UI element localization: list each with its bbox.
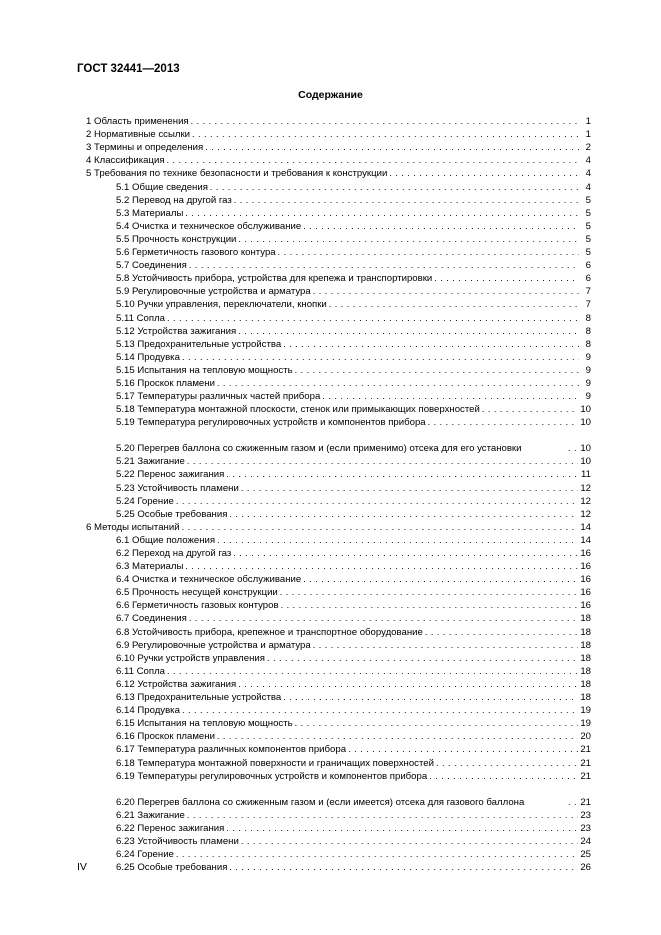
toc-entry-label: 5.1 Общие сведения bbox=[116, 181, 208, 193]
toc-entry-page: 14 bbox=[580, 534, 591, 546]
dot-leader bbox=[425, 627, 579, 637]
toc-entry[interactable] bbox=[86, 835, 591, 848]
toc-entry-label: 5.18 Температура монтажной плоскости, стенок или примыкающих поверхностей bbox=[116, 404, 480, 416]
toc-entry[interactable] bbox=[86, 534, 591, 547]
toc-entry[interactable] bbox=[86, 272, 591, 285]
toc-entry-page: 10 bbox=[580, 404, 591, 416]
dot-leader bbox=[167, 666, 578, 676]
dot-leader bbox=[167, 313, 579, 323]
dot-leader bbox=[189, 613, 578, 623]
dot-leader bbox=[238, 234, 579, 244]
toc-entry-label: 5.9 Регулировочные устройства и арматура bbox=[116, 286, 311, 298]
toc-entry-page: 14 bbox=[580, 521, 591, 533]
dot-leader bbox=[389, 168, 579, 178]
dot-leader bbox=[313, 640, 579, 650]
toc-entry[interactable] bbox=[86, 573, 591, 586]
toc-entry[interactable] bbox=[86, 325, 591, 338]
dot-leader bbox=[226, 469, 579, 479]
dot-leader bbox=[482, 404, 579, 414]
toc-entry[interactable] bbox=[86, 233, 591, 246]
dot-leader bbox=[283, 692, 578, 702]
toc-entry[interactable] bbox=[86, 665, 591, 678]
toc-entry[interactable] bbox=[86, 416, 591, 429]
toc-entry-label: 5.4 Очистка и техническое обслуживание bbox=[116, 220, 302, 232]
dot-leader bbox=[241, 836, 579, 846]
dot-leader bbox=[187, 810, 578, 820]
toc-entry[interactable] bbox=[86, 285, 591, 298]
toc-entry-page: 8 bbox=[585, 325, 591, 337]
toc-entry[interactable] bbox=[86, 429, 591, 455]
toc-entry-page: 21 bbox=[580, 770, 591, 782]
dot-leader bbox=[238, 326, 579, 336]
toc-entry-page: 9 bbox=[585, 391, 591, 403]
toc-entry[interactable] bbox=[86, 730, 591, 743]
toc-entry-label: 5.23 Устойчивость пламени bbox=[116, 482, 239, 494]
toc-entry-page: 11 bbox=[581, 469, 591, 481]
toc-entry[interactable] bbox=[86, 822, 591, 835]
toc-entry-page: 23 bbox=[580, 809, 591, 821]
toc-entry-page: 18 bbox=[580, 652, 591, 664]
toc-entry[interactable] bbox=[86, 495, 591, 508]
toc-entry-label: 6.23 Устойчивость пламени bbox=[116, 835, 239, 847]
toc-entry-label: 5.10 Ручки управления, переключатели, кнопки bbox=[116, 299, 327, 311]
dot-leader bbox=[229, 509, 578, 519]
toc-entry-page: 1 bbox=[585, 116, 591, 128]
toc-entry[interactable] bbox=[86, 298, 591, 311]
toc-entry[interactable] bbox=[86, 167, 591, 180]
toc-entry-page: 10 bbox=[580, 417, 591, 429]
dot-leader bbox=[182, 352, 579, 362]
dot-leader bbox=[568, 797, 578, 807]
toc-entry-page: 8 bbox=[585, 312, 591, 324]
toc-entry-label: 6.25 Особые требования bbox=[116, 862, 228, 874]
dot-leader bbox=[233, 548, 578, 558]
dot-leader bbox=[217, 535, 578, 545]
dot-leader bbox=[295, 718, 579, 728]
toc-entry-page: 18 bbox=[580, 639, 591, 651]
toc-entry[interactable] bbox=[86, 154, 591, 167]
toc-entry-page: 2 bbox=[585, 142, 591, 154]
toc-entry[interactable] bbox=[86, 311, 591, 324]
toc-entry-label: 5.19 Температура регулировочных устройств и компонентов прибора bbox=[116, 417, 426, 429]
toc-entry[interactable] bbox=[86, 220, 591, 233]
toc-entry-label: 5.17 Температуры различных частей прибора bbox=[116, 391, 321, 403]
toc-entry-label: 5.7 Соединения bbox=[116, 260, 187, 272]
toc-entry-page: 6 bbox=[585, 260, 591, 272]
toc-entry-label: 6.2 Переход на другой газ bbox=[116, 548, 232, 559]
toc-entry-label: 6.10 Ручки устройств управления bbox=[116, 652, 265, 664]
dot-leader bbox=[185, 561, 578, 571]
dot-leader bbox=[205, 142, 579, 152]
toc-entry[interactable] bbox=[86, 652, 591, 665]
dot-leader bbox=[303, 574, 578, 584]
toc-entry[interactable] bbox=[86, 403, 591, 416]
dot-leader bbox=[217, 378, 579, 388]
toc-entry-page: 8 bbox=[585, 338, 591, 350]
toc-entry-page: 16 bbox=[580, 548, 591, 559]
dot-leader bbox=[185, 208, 579, 218]
toc-entry-label: 6.5 Прочность несущей конструкции bbox=[116, 587, 278, 599]
table-of-contents bbox=[86, 115, 591, 874]
dot-leader bbox=[568, 443, 578, 453]
toc-entry[interactable] bbox=[86, 691, 591, 704]
toc-entry-label: 6 Методы испытаний bbox=[86, 521, 180, 533]
toc-entry-page: 5 bbox=[585, 247, 591, 259]
toc-entry-page: 5 bbox=[585, 220, 591, 232]
dot-leader bbox=[167, 155, 579, 165]
dot-leader bbox=[303, 221, 579, 231]
dot-leader bbox=[226, 823, 578, 833]
dot-leader bbox=[313, 286, 579, 296]
toc-entry[interactable] bbox=[86, 560, 591, 573]
toc-entry[interactable] bbox=[86, 115, 591, 128]
toc-entry-page: 16 bbox=[580, 587, 591, 599]
dot-leader bbox=[241, 483, 579, 493]
dot-leader bbox=[234, 195, 579, 205]
toc-entry-label: 6.4 Очистка и техническое обслуживание bbox=[116, 574, 302, 586]
dot-leader bbox=[238, 679, 578, 689]
toc-entry-label: 5 Требования по технике безопасности и требования к конструкции bbox=[86, 168, 388, 180]
page-title: Содержание bbox=[298, 89, 363, 101]
dot-leader bbox=[429, 771, 578, 781]
toc-entry[interactable] bbox=[86, 128, 591, 141]
toc-entry[interactable] bbox=[86, 364, 591, 377]
toc-entry-label: 6.3 Материалы bbox=[116, 561, 184, 573]
toc-entry-page: 18 bbox=[580, 692, 591, 704]
toc-entry-page: 6 bbox=[585, 273, 591, 285]
toc-entry-label: 5.15 Испытания на тепловую мощность bbox=[116, 364, 293, 376]
document-code-header: ГОСТ 32441—2013 bbox=[77, 63, 180, 75]
toc-entry-page: 21 bbox=[580, 796, 591, 808]
toc-entry-page: 25 bbox=[580, 848, 591, 860]
toc-entry[interactable] bbox=[86, 547, 591, 560]
toc-entry-page: 5 bbox=[585, 194, 591, 206]
toc-entry-page: 10 bbox=[580, 443, 591, 455]
toc-entry[interactable] bbox=[86, 141, 591, 154]
toc-entry-label: 5.22 Перенос зажигания bbox=[116, 469, 225, 481]
toc-entry-label: 6.20 Перегрев баллона со сжиженным газом и (если имеется) отсека для газового баллона bbox=[116, 796, 525, 808]
toc-entry-label: 6.7 Соединения bbox=[116, 613, 187, 625]
dot-leader bbox=[210, 182, 579, 192]
toc-entry-page: 12 bbox=[580, 508, 591, 520]
dot-leader bbox=[329, 299, 579, 309]
toc-entry[interactable] bbox=[86, 180, 591, 193]
toc-entry[interactable] bbox=[86, 390, 591, 403]
toc-entry-label: 6.8 Устойчивость прибора, крепежное и транспортное оборудование bbox=[116, 626, 423, 638]
toc-entry-label: 5.16 Проскок пламени bbox=[116, 377, 215, 389]
dot-leader bbox=[278, 247, 579, 257]
toc-entry-label: 5.5 Прочность конструкции bbox=[116, 233, 237, 245]
dot-leader bbox=[182, 522, 579, 532]
dot-leader bbox=[191, 116, 579, 126]
toc-entry-page: 4 bbox=[585, 155, 591, 167]
dot-leader bbox=[280, 587, 579, 597]
dot-leader bbox=[436, 758, 578, 768]
toc-entry[interactable] bbox=[86, 508, 591, 521]
toc-entry[interactable] bbox=[86, 783, 591, 809]
toc-entry-page: 20 bbox=[580, 731, 591, 743]
toc-entry-page: 19 bbox=[580, 705, 591, 717]
toc-entry[interactable] bbox=[86, 625, 591, 638]
toc-entry-page: 18 bbox=[580, 665, 591, 677]
toc-entry-label: 6.13 Предохранительные устройства bbox=[116, 692, 282, 704]
toc-entry-label: 6.6 Герметичность газовых контуров bbox=[116, 600, 279, 612]
toc-entry-label: 6.16 Проскок пламени bbox=[116, 731, 215, 743]
toc-entry-label: 6.19 Температуры регулировочных устройств и компонентов прибора bbox=[116, 770, 428, 782]
dot-leader bbox=[281, 600, 579, 610]
toc-entry-page: 16 bbox=[580, 600, 591, 612]
toc-entry-page: 5 bbox=[585, 233, 591, 245]
toc-entry-label: 6.14 Продувка bbox=[116, 705, 180, 717]
toc-entry-label: 5.11 Сопла bbox=[116, 312, 166, 324]
toc-entry-page: 7 bbox=[585, 286, 591, 298]
toc-entry-label: 6.1 Общие положения bbox=[116, 534, 216, 546]
toc-entry[interactable] bbox=[86, 639, 591, 652]
toc-entry[interactable] bbox=[86, 861, 591, 874]
toc-entry-page: 16 bbox=[580, 574, 591, 586]
toc-entry-label: 6.15 Испытания на тепловую мощность bbox=[116, 718, 293, 730]
toc-entry[interactable] bbox=[86, 704, 591, 717]
toc-entry-label: 5.6 Герметичность газового контура bbox=[116, 247, 276, 259]
toc-entry-label: 6.24 Горение bbox=[116, 848, 174, 860]
toc-entry-page: 9 bbox=[585, 351, 591, 363]
toc-entry[interactable] bbox=[86, 468, 591, 481]
toc-entry[interactable] bbox=[86, 612, 591, 625]
dot-leader bbox=[434, 273, 579, 283]
toc-entry-page: 18 bbox=[580, 613, 591, 625]
toc-entry-label: 6.21 Зажигание bbox=[116, 809, 185, 821]
dot-leader bbox=[189, 260, 579, 270]
toc-entry-label: 1 Область применения bbox=[86, 116, 189, 128]
toc-entry[interactable] bbox=[86, 521, 591, 534]
toc-entry[interactable] bbox=[86, 809, 591, 822]
toc-entry-label: 6.17 Температура различных компонентов прибора bbox=[116, 744, 347, 756]
toc-entry-label: 5.12 Устройства зажигания bbox=[116, 325, 237, 337]
toc-entry-page: 12 bbox=[580, 482, 591, 494]
toc-entry-label: 5.3 Материалы bbox=[116, 207, 184, 219]
toc-entry-label: 6.9 Регулировочные устройства и арматура bbox=[116, 639, 311, 651]
toc-entry-page: 21 bbox=[580, 757, 591, 769]
toc-entry[interactable] bbox=[86, 599, 591, 612]
toc-entry-page: 7 bbox=[585, 299, 591, 311]
toc-entry[interactable] bbox=[86, 338, 591, 351]
toc-entry[interactable] bbox=[86, 756, 591, 769]
toc-entry[interactable] bbox=[86, 481, 591, 494]
dot-leader bbox=[176, 849, 578, 859]
toc-entry-page: 1 bbox=[585, 129, 591, 141]
dot-leader bbox=[322, 391, 579, 401]
dot-leader bbox=[187, 456, 578, 466]
toc-entry-page: 9 bbox=[585, 377, 591, 389]
toc-entry-page: 4 bbox=[585, 181, 591, 193]
dot-leader bbox=[217, 731, 578, 741]
toc-entry-page: 24 bbox=[580, 835, 591, 847]
dot-leader bbox=[283, 339, 579, 349]
dot-leader bbox=[192, 129, 579, 139]
toc-entry-page: 21 bbox=[580, 744, 591, 756]
dot-leader bbox=[267, 653, 578, 663]
toc-entry-page: 4 bbox=[585, 168, 591, 180]
dot-leader bbox=[295, 365, 579, 375]
toc-entry-label: 5.8 Устойчивость прибора, устройства для крепежа и транспортировки bbox=[116, 273, 433, 285]
toc-entry-label: 6.22 Перенос зажигания bbox=[116, 822, 225, 834]
toc-entry-label: 5.20 Перегрев баллона со сжиженным газом и (если применимо) отсека для его установки bbox=[116, 443, 522, 455]
toc-entry-label: 5.14 Продувка bbox=[116, 351, 180, 363]
toc-entry-page: 16 bbox=[580, 561, 591, 573]
dot-leader bbox=[229, 862, 578, 872]
dot-leader bbox=[182, 705, 578, 715]
toc-entry-label: 5.21 Зажигание bbox=[116, 456, 185, 468]
toc-entry[interactable] bbox=[86, 259, 591, 272]
toc-entry[interactable] bbox=[86, 194, 591, 207]
toc-entry[interactable] bbox=[86, 207, 591, 220]
toc-entry[interactable] bbox=[86, 455, 591, 468]
dot-leader bbox=[176, 496, 578, 506]
toc-entry[interactable] bbox=[86, 678, 591, 691]
toc-entry[interactable] bbox=[86, 377, 591, 390]
toc-entry-label: 6.12 Устройства зажигания bbox=[116, 678, 237, 690]
toc-entry[interactable] bbox=[86, 717, 591, 730]
toc-entry-page: 18 bbox=[580, 678, 591, 690]
toc-entry-label: 5.2 Перевод на другой газ bbox=[116, 194, 232, 206]
toc-entry-page: 12 bbox=[580, 495, 591, 507]
toc-entry-page: 26 bbox=[580, 862, 591, 874]
toc-entry-label: 4 Классификация bbox=[86, 155, 165, 167]
dot-leader bbox=[348, 744, 578, 754]
toc-entry-page: 10 bbox=[580, 456, 591, 468]
toc-entry-label: 6.18 Температура монтажной поверхности и граничащих поверхностей bbox=[116, 757, 434, 769]
toc-entry[interactable] bbox=[86, 848, 591, 861]
toc-entry[interactable] bbox=[86, 246, 591, 259]
toc-entry-page: 23 bbox=[580, 822, 591, 834]
toc-entry-label: 5.13 Предохранительные устройства bbox=[116, 338, 282, 350]
toc-entry[interactable] bbox=[86, 743, 591, 756]
toc-entry-label: 3 Термины и определения bbox=[86, 142, 204, 154]
toc-entry[interactable] bbox=[86, 770, 591, 783]
dot-leader bbox=[428, 417, 579, 427]
toc-entry-page: 9 bbox=[585, 364, 591, 376]
toc-entry-page: 19 bbox=[580, 718, 591, 730]
toc-entry[interactable] bbox=[86, 351, 591, 364]
toc-entry-label: 5.25 Особые требования bbox=[116, 508, 228, 520]
page-number-footer: IV bbox=[77, 861, 87, 873]
toc-entry[interactable] bbox=[86, 586, 591, 599]
toc-entry-label: 6.11 Сопла bbox=[116, 665, 166, 677]
toc-entry-label: 2 Нормативные ссылки bbox=[86, 129, 191, 141]
toc-entry-page: 18 bbox=[580, 626, 591, 638]
toc-entry-label: 5.24 Горение bbox=[116, 495, 174, 507]
toc-entry-page: 5 bbox=[585, 207, 591, 219]
